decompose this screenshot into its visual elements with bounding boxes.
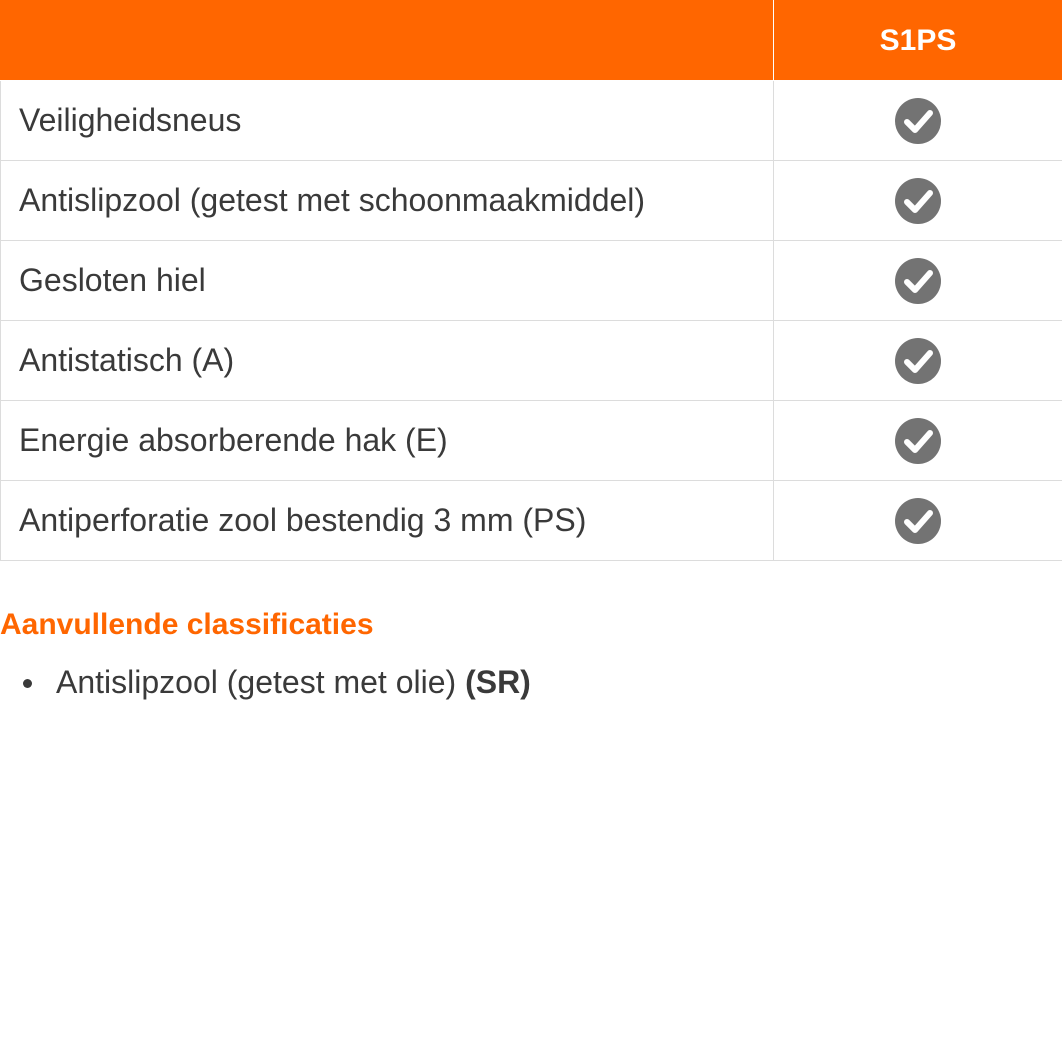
check-cell [774, 321, 1062, 401]
list-item [56, 660, 531, 704]
check-circle-icon [895, 498, 941, 544]
table-row [1, 481, 1062, 561]
list-item-code: (SR) [465, 664, 531, 700]
feature-label: Gesloten hiel [1, 241, 774, 321]
check-circle-icon [895, 258, 941, 304]
check-circle-icon [895, 98, 941, 144]
check-circle-icon [895, 418, 941, 464]
table-row [1, 321, 1062, 401]
check-cell [774, 481, 1062, 561]
feature-label: Antistatisch (A) [1, 321, 774, 401]
check-circle-icon [895, 178, 941, 224]
feature-column-header [1, 1, 774, 81]
check-cell [774, 241, 1062, 321]
feature-label: Antislipzool (getest met schoonmaakmiddel) [1, 161, 774, 241]
additional-classifications-list [0, 660, 531, 704]
table-header [1, 1, 1062, 81]
list-item-text: Antislipzool (getest met olie) [56, 664, 466, 700]
table-row [1, 241, 1062, 321]
additional-classifications-heading: Aanvullende classificaties [0, 608, 374, 641]
check-circle-icon [895, 338, 941, 384]
feature-label: Energie absorberende hak (E) [1, 401, 774, 481]
feature-label: Veiligheidsneus [1, 81, 774, 161]
class-column-header: S1PS [774, 1, 1062, 81]
table-header-row [1, 1, 1062, 81]
table-row [1, 81, 1062, 161]
table-row [1, 401, 1062, 481]
check-cell [774, 161, 1062, 241]
table-row [1, 161, 1062, 241]
bullet-icon [23, 679, 32, 688]
check-cell [774, 81, 1062, 161]
feature-label: Antiperforatie zool bestendig 3 mm (PS) [1, 481, 774, 561]
check-cell [774, 401, 1062, 481]
